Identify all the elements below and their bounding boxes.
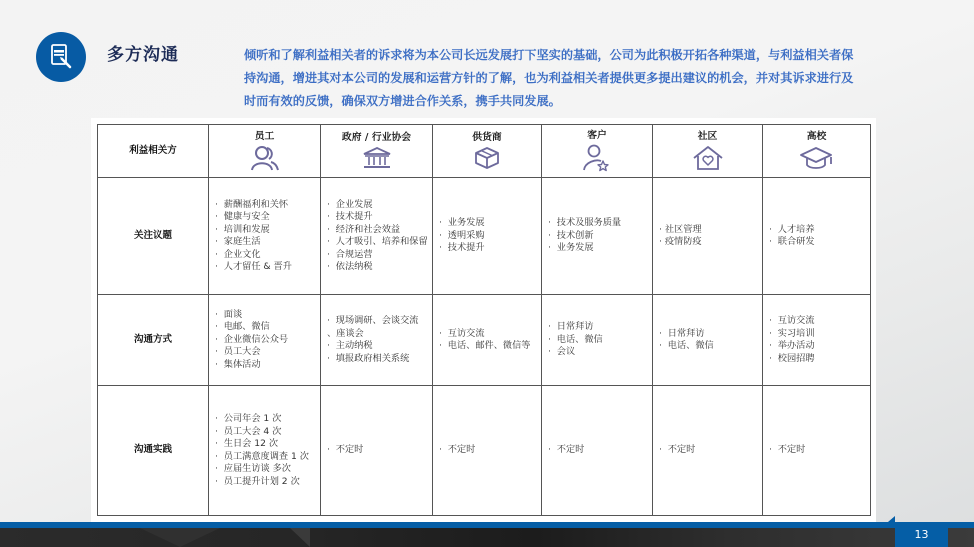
list-item: · 互访交流 (769, 315, 815, 326)
list-item: · 互访交流 (439, 327, 485, 339)
column-header-customers (542, 125, 653, 178)
table-row-communication-practice (98, 386, 871, 516)
corner-header: 利益相关方 (98, 125, 209, 178)
list-item: · 集体活动 (215, 358, 261, 370)
list-item: · 健康与安全 (215, 211, 270, 222)
list-item: · 疫情防疫 (659, 236, 702, 247)
table-cell (542, 295, 653, 386)
footer-decoration (140, 528, 220, 547)
table-cell (542, 178, 653, 295)
list-item: · 不定时 (659, 444, 696, 456)
column-label: 高校 (806, 130, 827, 142)
table-cell (209, 295, 321, 386)
column-label: 客户 (587, 129, 607, 141)
list-item: · 培训和发展 (215, 223, 270, 235)
table-cell (321, 386, 433, 516)
column-label: 供货商 (472, 131, 502, 143)
list-item: · 员工提升计划 2 次 (215, 475, 300, 487)
list-item: · 人才留任 & 晋升 (215, 261, 292, 272)
list-item: · 校园招聘 (769, 352, 815, 364)
table-row-focus-topics (98, 178, 871, 295)
row-header: 沟通实践 (98, 386, 209, 516)
document-edit-icon (36, 32, 86, 82)
list-item: · 透明采购 (439, 229, 485, 241)
box-icon (474, 146, 500, 170)
list-item: · 经济和社会效益 (327, 223, 401, 235)
people-icon (250, 145, 280, 171)
column-header-community (653, 125, 763, 178)
house-heart-icon (692, 145, 724, 171)
column-header-universities (763, 125, 871, 178)
list-item: · 日常拜访 (548, 321, 594, 333)
list-item: · 电话、微信 (548, 333, 603, 345)
column-header-employees (209, 125, 321, 178)
table-cell (433, 295, 542, 386)
column-label: 政府 / 行业协会 (341, 131, 412, 143)
list-item: · 员工大会 4 次 (215, 425, 282, 437)
list-item: · 现场调研、会谈交流 、座谈会 (327, 315, 422, 339)
list-item: · 技术创新 (548, 229, 594, 241)
list-item: · 公司年会 1 次 (215, 413, 282, 424)
list-item: · 员工满意度调查 1 次 (215, 450, 309, 462)
list-item: · 人才培养 (769, 223, 815, 235)
page-title: 多方沟通 (107, 45, 179, 65)
list-item: · 企业发展 (327, 198, 373, 210)
list-item: · 社区管理 (659, 223, 702, 235)
stakeholder-table (97, 124, 871, 516)
list-item: · 不定时 (439, 444, 476, 456)
stakeholder-table-panel (91, 118, 876, 522)
list-item: · 联合研发 (769, 236, 815, 247)
table-cell (433, 386, 542, 516)
list-item: · 技术提升 (439, 242, 485, 254)
page-number-notch (888, 516, 895, 522)
list-item: · 会议 (548, 346, 576, 358)
list-item: · 不定时 (327, 444, 364, 456)
list-item: · 业务发展 (548, 242, 594, 254)
graduation-cap-icon (800, 145, 834, 171)
table-cell (653, 386, 763, 516)
customer-star-icon (582, 144, 612, 172)
list-item: · 举办活动 (769, 340, 815, 351)
list-item: · 实习培训 (769, 327, 815, 339)
table-cell (542, 386, 653, 516)
list-item: · 日常拜访 (659, 327, 705, 339)
table-cell (763, 386, 871, 516)
list-item: · 电邮、微信 (215, 321, 270, 333)
footer-decoration (290, 528, 310, 547)
row-header: 沟通方式 (98, 295, 209, 386)
table-cell (433, 178, 542, 295)
table-row-communication-methods (98, 295, 871, 386)
column-label: 社区 (697, 130, 718, 142)
column-header-government (321, 125, 433, 178)
table-header-row (98, 125, 871, 178)
list-item: · 不定时 (548, 444, 585, 456)
list-item: · 企业微信公众号 (215, 333, 289, 345)
list-item: · 依法纳税 (327, 261, 373, 272)
page-number: 13 (895, 522, 948, 547)
table-cell (209, 386, 321, 516)
list-item: · 填报政府相关系统 (327, 352, 410, 364)
table-cell (763, 178, 871, 295)
table-cell (653, 178, 763, 295)
list-item: · 员工大会 (215, 346, 261, 358)
list-item: · 家庭生活 (215, 236, 261, 247)
list-item: · 应届生访谈 多次 (215, 463, 291, 474)
list-item: · 电话、微信 (659, 340, 714, 351)
column-header-suppliers (433, 125, 542, 178)
list-item: · 不定时 (769, 444, 806, 456)
list-item: · 技术提升 (327, 211, 373, 222)
government-building-icon (362, 146, 392, 170)
table-cell (321, 295, 433, 386)
table-cell (763, 295, 871, 386)
list-item: · 生日会 12 次 (215, 438, 279, 449)
row-header: 关注议题 (98, 178, 209, 295)
list-item: · 面谈 (215, 308, 243, 320)
column-label: 员工 (254, 130, 275, 142)
table-cell (653, 295, 763, 386)
table-cell (321, 178, 433, 295)
table-cell (209, 178, 321, 295)
list-item: · 人才吸引、培养和保留 (327, 236, 428, 247)
list-item: · 业务发展 (439, 217, 485, 229)
list-item: · 合规运营 (327, 248, 373, 260)
list-item: · 主动纳税 (327, 340, 373, 351)
list-item: · 薪酬福利和关怀 (215, 198, 289, 210)
list-item: · 企业文化 (215, 248, 261, 260)
list-item: · 技术及服务质量 (548, 217, 622, 229)
intro-paragraph: 倾听和了解利益相关者的诉求将为本公司长远发展打下坚实的基础，公司为此积极开拓各种渠道，与利益相关者保持沟通，增进其对本公司的发展和运营方针的了解，也为利益相关者提供更多提出建议的机会，并对其诉求进行及时而有效的反馈，确保双方增进合作关系，携手共同发展。 (244, 48, 854, 108)
list-item: · 电话、邮件、微信等 (439, 340, 531, 351)
